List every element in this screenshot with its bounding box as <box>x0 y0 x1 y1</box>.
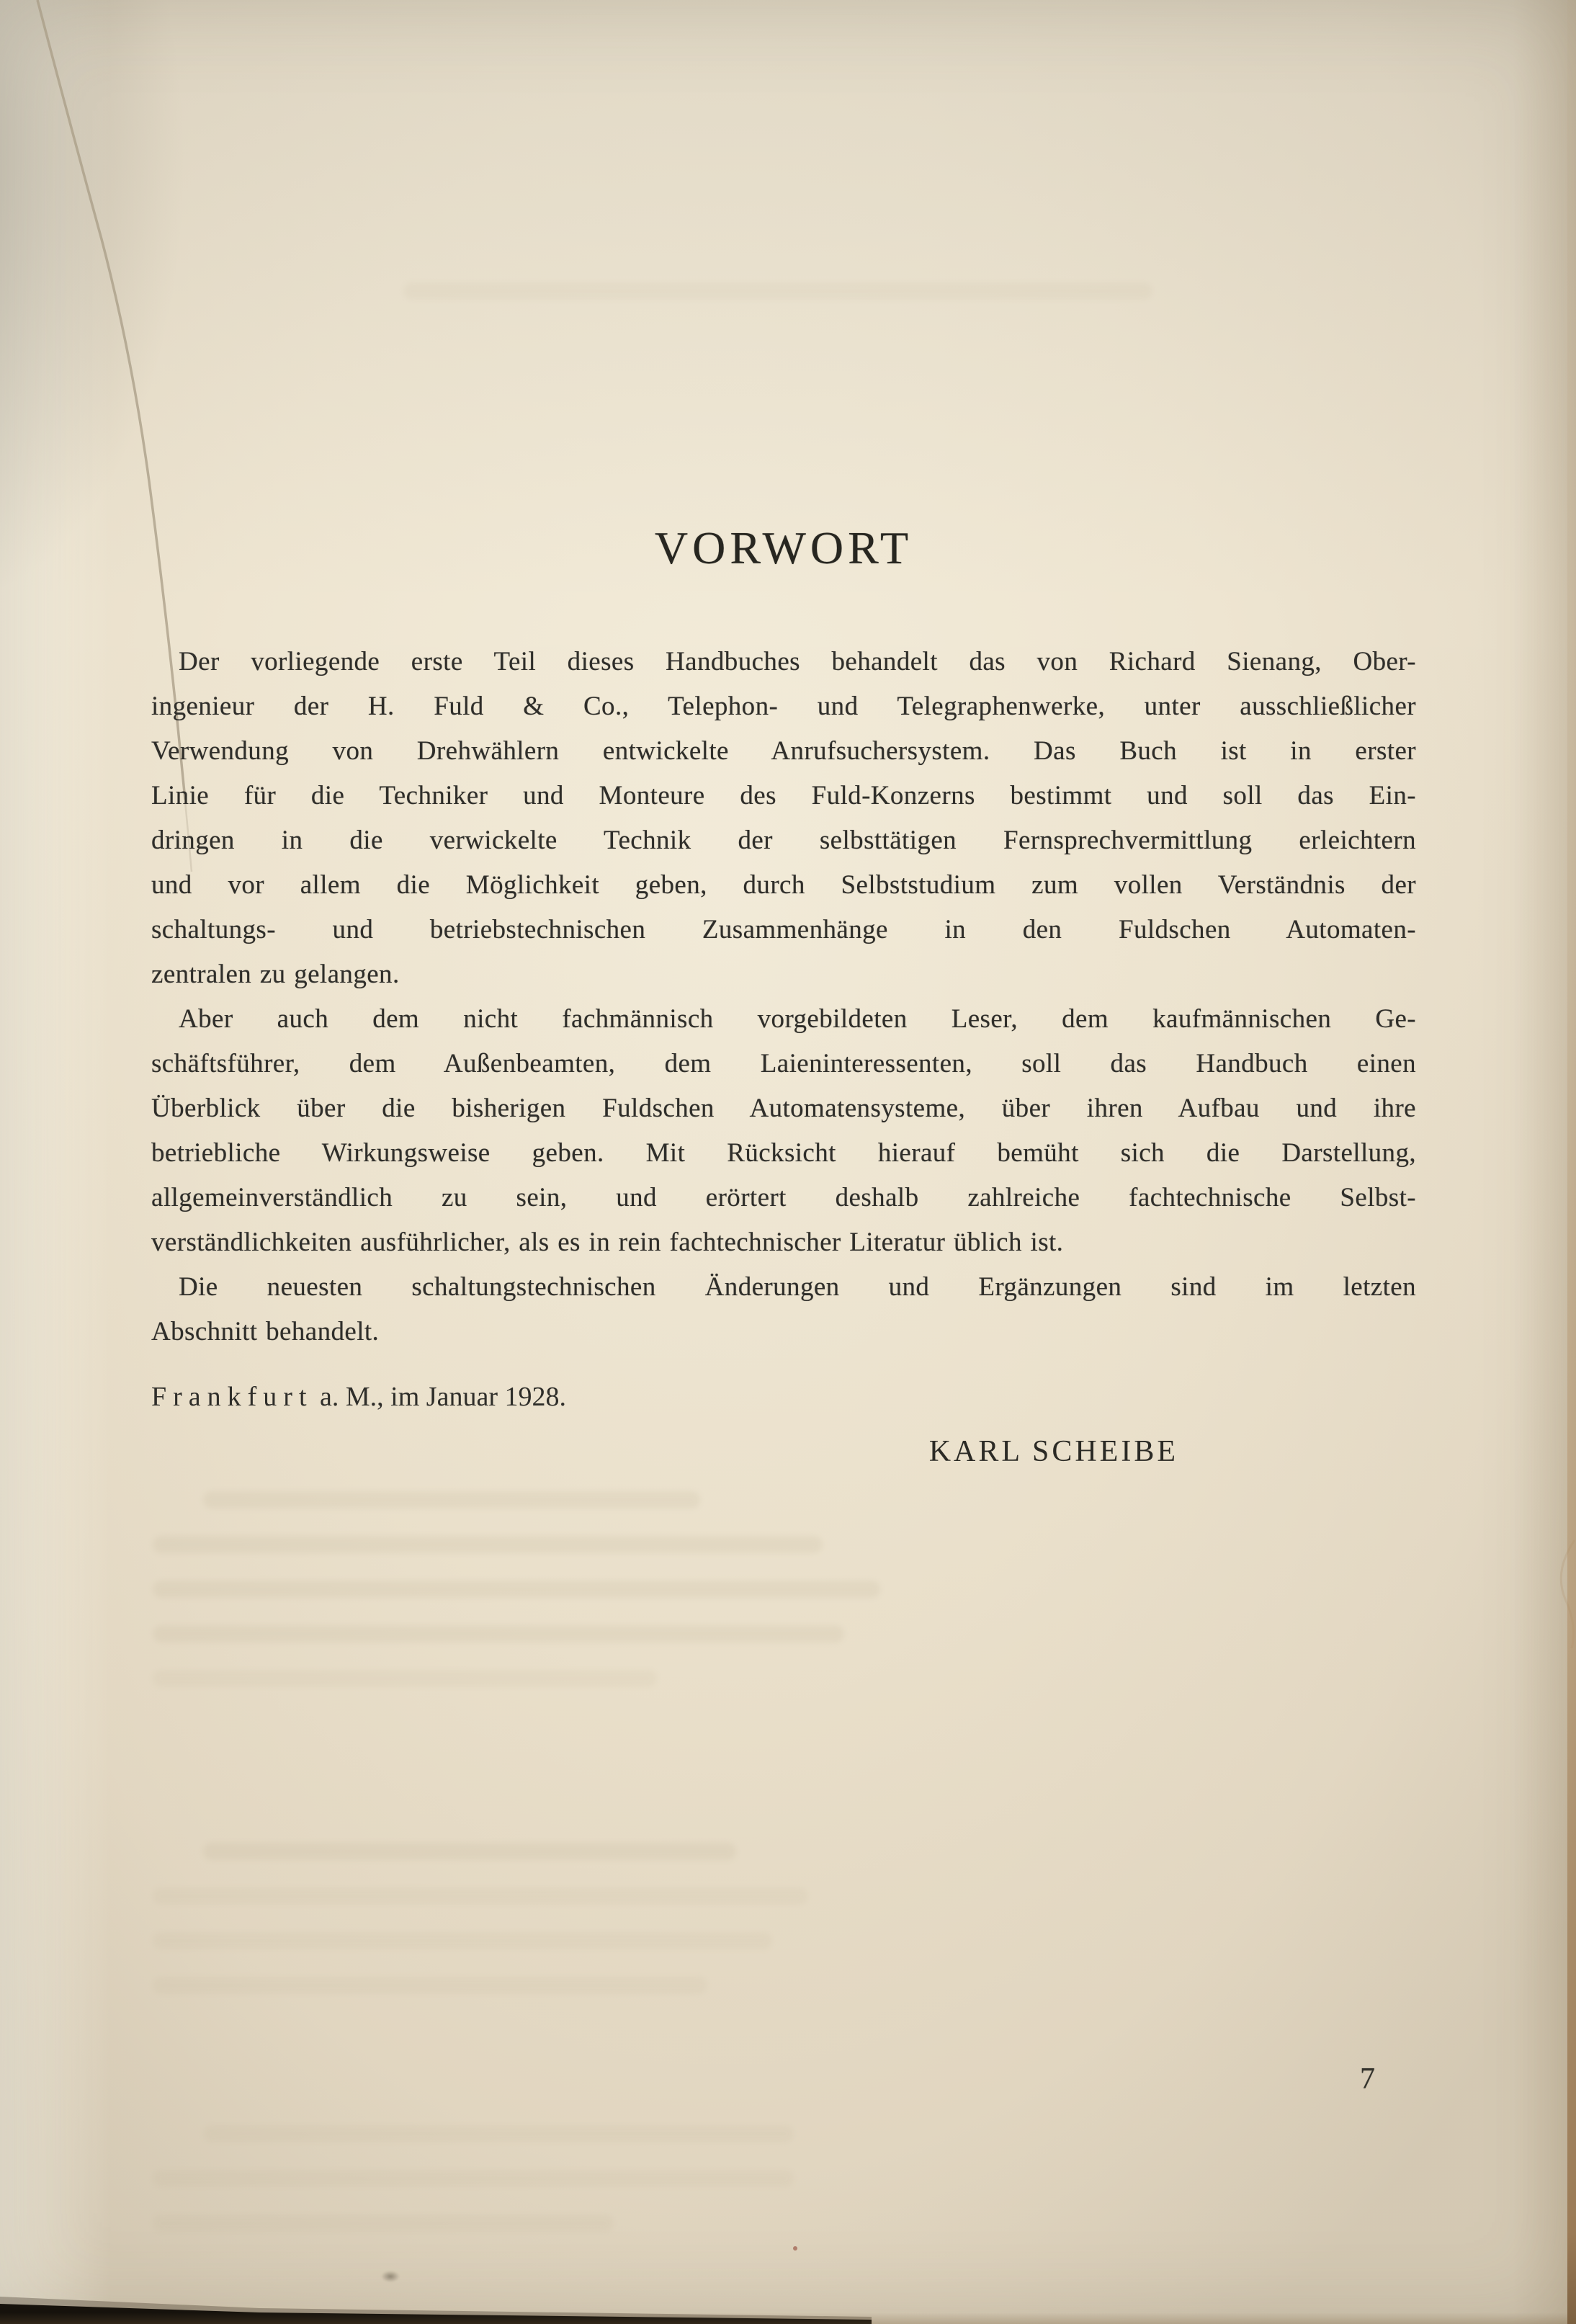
text-line: betriebliche Wirkungsweise geben. Mit Rücksicht hierauf bemüht sich die Darstellung, <box>151 1138 1416 1168</box>
book-fore-edge-strip <box>1567 0 1576 2324</box>
ghost-text-line <box>153 1887 808 1905</box>
ghost-text-line <box>203 1843 736 1860</box>
ink-smudge <box>381 2271 400 2282</box>
text-line: schaltungs- und betriebstechnischen Zusammenhänge in den Fuldschen Automaten- <box>151 915 1416 944</box>
text-line: Der vorliegende erste Teil dieses Handbuches behandelt das von Richard Sienang, Ober- <box>179 647 1416 676</box>
ghost-text-line <box>153 1536 823 1553</box>
text-line: dringen in die verwickelte Technik der selbsttätigen Fernsprechvermittlung erleichtern <box>151 826 1416 855</box>
ghost-text-line <box>153 1625 844 1643</box>
text-line: Verwendung von Drehwählern entwickelte Anrufsuchersystem. Das Buch ist in erster <box>151 736 1416 766</box>
bottom-paper-shading <box>0 2312 1576 2324</box>
ghost-text-line <box>203 1491 700 1509</box>
preface-text-block <box>151 523 1416 1474</box>
dateline-city: Frankfurt <box>151 1382 313 1412</box>
page-number: 7 <box>1360 2062 1375 2096</box>
dateline <box>151 1375 1416 1419</box>
text-line: Abschnitt behandelt. <box>151 1317 380 1346</box>
ghost-text-line <box>203 2125 794 2142</box>
text-line: Überblick über die bisherigen Fuldschen Automatensysteme, über ihren Aufbau und ihre <box>151 1094 1416 1123</box>
text-line: schäftsführer, dem Außenbeamten, dem Laieninteressenten, soll das Handbuch einen <box>151 1049 1416 1078</box>
ghost-text-line <box>153 2214 614 2232</box>
paper-speck <box>793 2246 797 2251</box>
text-line: ingenieur der H. Fuld & Co., Telephon- und Telegraphenwerke, unter ausschließlicher <box>151 692 1416 721</box>
text-line: und vor allem die Möglichkeit geben, durch Selbststudium zum vollen Verständnis der <box>151 870 1416 900</box>
ghost-text-line <box>153 1977 707 1994</box>
page-title: VORWORT <box>654 522 913 573</box>
text-line: zentralen zu gelangen. <box>151 960 400 989</box>
text-line: verständlichkeiten ausführlicher, als es in rein fachtechnischer Literatur üblich ist. <box>151 1228 1064 1257</box>
text-line: Linie für die Techniker und Monteure des Fuld-Konzerns bestimmt und soll das Ein- <box>151 781 1416 810</box>
text-line: Die neuesten schaltungstechnischen Änderungen und Ergänzungen sind im letzten <box>179 1272 1416 1302</box>
ghost-text-line <box>153 1670 657 1687</box>
ghost-text-line <box>153 1581 880 1598</box>
ghost-text-line <box>153 1932 772 1949</box>
preface-body <box>151 640 1416 1354</box>
ghost-text-line <box>153 2170 794 2187</box>
text-line: Aber auch dem nicht fachmännisch vorgebildeten Leser, dem kaufmännischen Ge- <box>179 1004 1416 1034</box>
author-signature: KARL SCHEIBE <box>928 1435 1178 1468</box>
ghost-text-line <box>403 282 1152 300</box>
text-line: allgemeinverständlich zu sein, und erörtert deshalb zahlreiche fachtechnische Selbst- <box>151 1183 1416 1212</box>
dateline-rest: a. M., im Januar 1928. <box>313 1382 566 1412</box>
